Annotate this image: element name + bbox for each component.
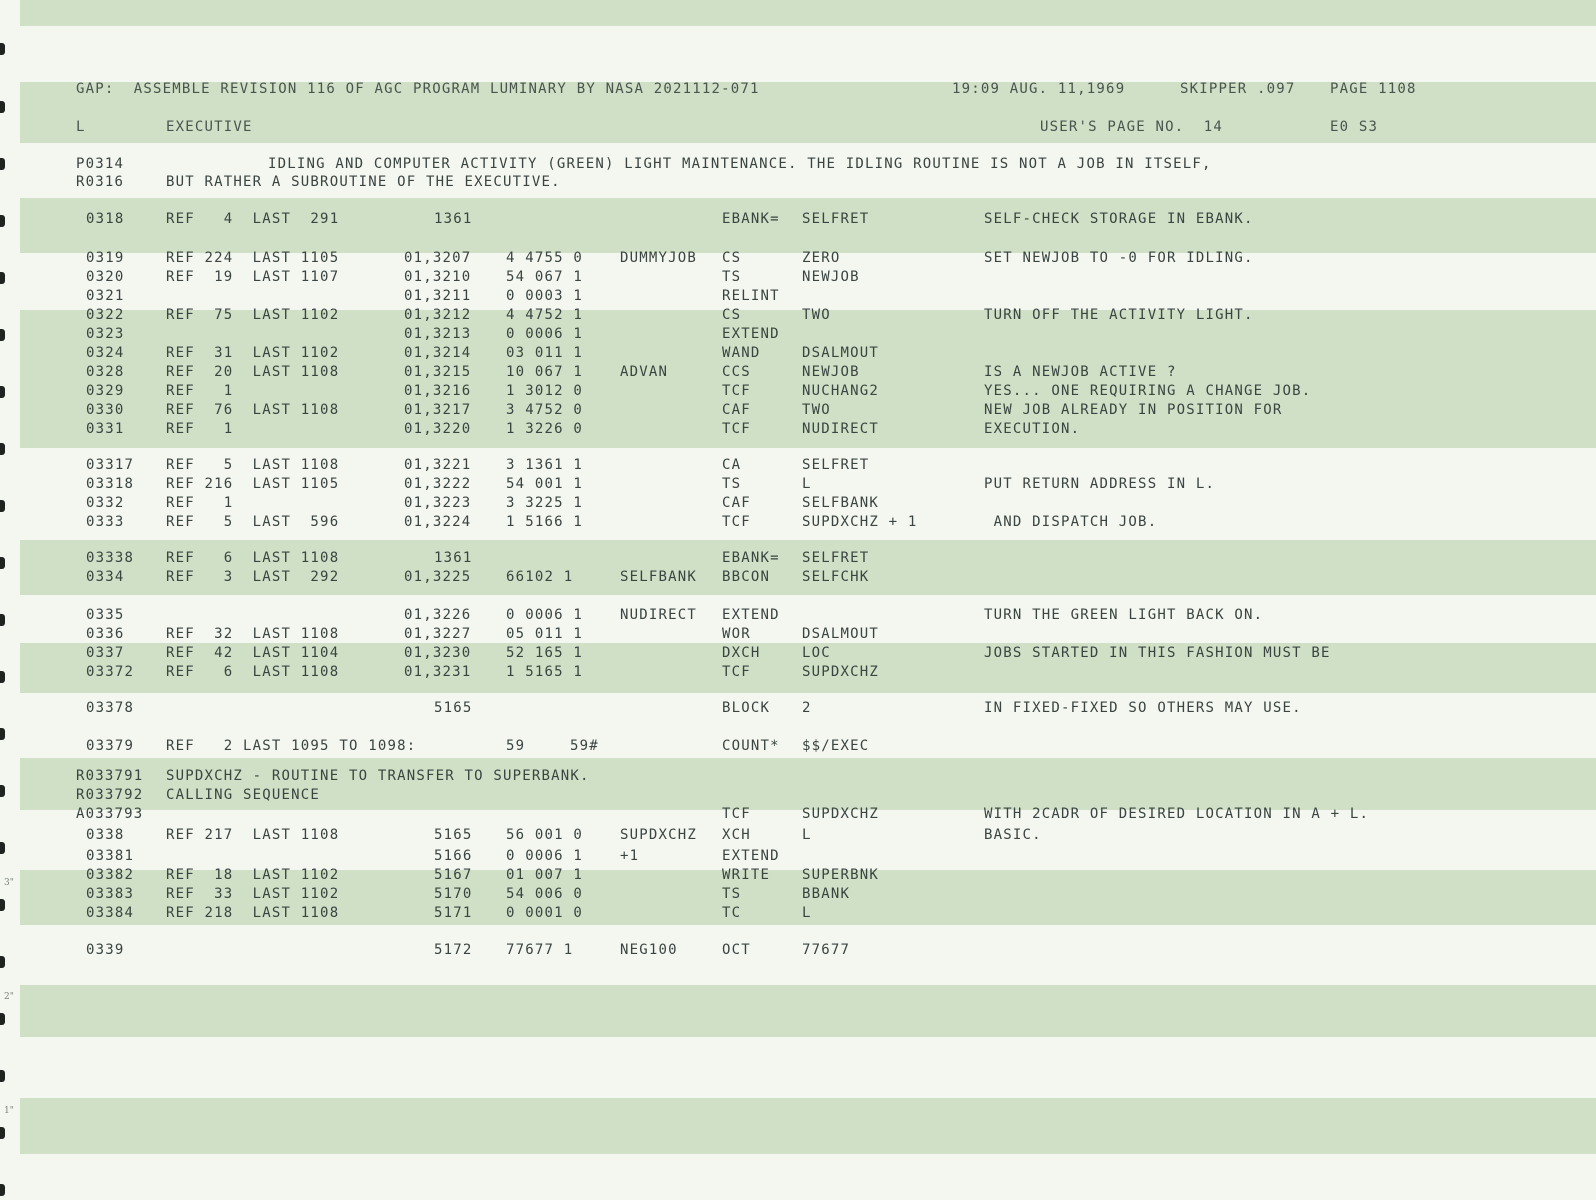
listing-row <box>0 402 1596 418</box>
line-number: 0323 <box>86 326 125 342</box>
ref-field: REF 224 LAST 1105 <box>166 250 340 266</box>
line-number: 0337 <box>86 645 125 661</box>
opcode-field: EXTEND <box>722 607 780 623</box>
listing-row <box>0 738 1596 754</box>
octal-code: 66102 1 <box>506 569 574 585</box>
operand-field: 2 <box>802 700 812 716</box>
opcode-field: TCF <box>722 514 751 530</box>
octal-code: 3 4752 0 <box>506 402 584 418</box>
remark-text: IDLING AND COMPUTER ACTIVITY (GREEN) LIGHT MAINTENANCE. THE IDLING ROUTINE IS NOT A JOB IN ITSELF, <box>268 156 1212 172</box>
listing-row <box>0 645 1596 661</box>
opcode-field: EBANK= <box>722 211 780 227</box>
opcode-field: TC <box>722 905 742 921</box>
listing-row <box>0 700 1596 716</box>
address-field: 5165 <box>434 827 473 843</box>
ref-field: REF 2 LAST 1095 TO 1098: <box>166 738 417 754</box>
operand-field: 77677 <box>802 942 851 958</box>
listing-row <box>0 383 1596 399</box>
opcode-field: BLOCK <box>722 700 771 716</box>
opcode-field: EBANK= <box>722 550 780 566</box>
remark-number: R0316 <box>76 174 125 190</box>
octal-code: 4 4752 1 <box>506 307 584 323</box>
line-number: 03384 <box>86 905 135 921</box>
address-field: 01,3231 <box>404 664 472 680</box>
header-datetime: 19:09 AUG. 11,1969 <box>952 81 1126 97</box>
opcode-field: TS <box>722 269 742 285</box>
opcode-field: RELINT <box>722 288 780 304</box>
operand-field: SUPDXCHZ <box>802 664 880 680</box>
comment-field: PUT RETURN ADDRESS IN L. <box>984 476 1216 492</box>
listing-row <box>0 550 1596 566</box>
line-number: 03381 <box>86 848 135 864</box>
opcode-field: TS <box>722 476 742 492</box>
remark-number: R033791 <box>76 768 144 784</box>
opcode-field: CA <box>722 457 742 473</box>
listing-row <box>0 307 1596 323</box>
octal-code: 54 006 0 <box>506 886 584 902</box>
label-field: +1 <box>620 848 640 864</box>
operand-field: NUCHANG2 <box>802 383 880 399</box>
line-number: 03383 <box>86 886 135 902</box>
listing-row <box>0 457 1596 473</box>
listing-row <box>0 626 1596 642</box>
remark-text: CALLING SEQUENCE <box>166 787 321 803</box>
label-field: DUMMYJOB <box>620 250 698 266</box>
line-number: 0331 <box>86 421 125 437</box>
header-page: PAGE 1108 <box>1330 81 1417 97</box>
opcode-field: CAF <box>722 495 751 511</box>
line-number: 0320 <box>86 269 125 285</box>
label-field: SELFBANK <box>620 569 698 585</box>
line-number: 03372 <box>86 664 135 680</box>
octal-code: 0 0006 1 <box>506 607 584 623</box>
listing-row <box>0 476 1596 492</box>
opcode-field: WOR <box>722 626 751 642</box>
line-number: A033793 <box>76 806 144 822</box>
label-field: ADVAN <box>620 364 669 380</box>
remark-line <box>0 768 1596 784</box>
opcode-field: CCS <box>722 364 751 380</box>
header-skipper: SKIPPER .097 <box>1180 81 1296 97</box>
ref-field: REF 20 LAST 1108 <box>166 364 340 380</box>
address-field: 01,3213 <box>404 326 472 342</box>
address-field: 5166 <box>434 848 473 864</box>
address-field: 01,3224 <box>404 514 472 530</box>
operand-field: DSALMOUT <box>802 345 880 361</box>
operand-field: SELFRET <box>802 550 870 566</box>
ref-field: REF 33 LAST 1102 <box>166 886 340 902</box>
ref-field: REF 42 LAST 1104 <box>166 645 340 661</box>
line-number: 0328 <box>86 364 125 380</box>
listing-row <box>0 905 1596 921</box>
header-title: GAP: ASSEMBLE REVISION 116 OF AGC PROGRAM LUMINARY BY NASA 2021112-071 <box>76 81 760 97</box>
octal-code: 3 1361 1 <box>506 457 584 473</box>
operand-field: DSALMOUT <box>802 626 880 642</box>
listing-row <box>0 569 1596 585</box>
listing-row <box>0 514 1596 530</box>
line-number: 0319 <box>86 250 125 266</box>
line-number: 03318 <box>86 476 135 492</box>
opcode-field: CS <box>722 307 742 323</box>
address-field: 01,3212 <box>404 307 472 323</box>
octal-code: 4 4755 0 <box>506 250 584 266</box>
address-field: 01,3214 <box>404 345 472 361</box>
line-number: 0339 <box>86 942 125 958</box>
ref-field: REF 76 LAST 1108 <box>166 402 340 418</box>
comment-field: SET NEWJOB TO -0 FOR IDLING. <box>984 250 1254 266</box>
opcode-field: TCF <box>722 806 751 822</box>
listing-row <box>0 848 1596 864</box>
operand-field: NEWJOB <box>802 269 860 285</box>
opcode-field: TS <box>722 886 742 902</box>
listing-row <box>0 495 1596 511</box>
octal-code: 0 0006 1 <box>506 326 584 342</box>
comment-field: NEW JOB ALREADY IN POSITION FOR <box>984 402 1283 418</box>
line-number: 03382 <box>86 867 135 883</box>
operand-field: TWO <box>802 402 831 418</box>
address-field: 01,3215 <box>404 364 472 380</box>
address-field: 01,3210 <box>404 269 472 285</box>
label-field: NUDIRECT <box>620 607 698 623</box>
ref-field: REF 6 LAST 1108 <box>166 550 340 566</box>
octal-code: 59# <box>570 738 599 754</box>
comment-field: SELF-CHECK STORAGE IN EBANK. <box>984 211 1254 227</box>
listing-row <box>0 867 1596 883</box>
operand-field: SUPDXCHZ <box>802 806 880 822</box>
comment-field: JOBS STARTED IN THIS FASHION MUST BE <box>984 645 1331 661</box>
address-field: 01,3217 <box>404 402 472 418</box>
listing-subheader <box>0 119 1596 135</box>
address-field: 01,3230 <box>404 645 472 661</box>
paper-band <box>20 0 1596 26</box>
operand-field: LOC <box>802 645 831 661</box>
opcode-field: DXCH <box>722 645 761 661</box>
line-number: 0322 <box>86 307 125 323</box>
ref-field: REF 32 LAST 1108 <box>166 626 340 642</box>
octal-code: 01 007 1 <box>506 867 584 883</box>
address-field: 01,3207 <box>404 250 472 266</box>
line-number: 03338 <box>86 550 135 566</box>
listing-row <box>0 806 1596 822</box>
ref-field: REF 3 LAST 292 <box>166 569 340 585</box>
opcode-field: XCH <box>722 827 751 843</box>
remark-line <box>0 174 1596 190</box>
operand-field: NUDIRECT <box>802 421 880 437</box>
operand-field: SELFCHK <box>802 569 870 585</box>
paper-band <box>20 1098 1596 1154</box>
operand-field: L <box>802 476 812 492</box>
comment-field: BASIC. <box>984 827 1042 843</box>
listing-header <box>0 81 1596 97</box>
line-number: 03378 <box>86 700 135 716</box>
address-field: 5170 <box>434 886 473 902</box>
paper-band <box>20 540 1596 595</box>
subheader-code: E0 S3 <box>1330 119 1379 135</box>
line-number: 0321 <box>86 288 125 304</box>
label-field: SUPDXCHZ <box>620 827 698 843</box>
listing-row <box>0 326 1596 342</box>
listing-row <box>0 345 1596 361</box>
ref-field: REF 1 <box>166 421 234 437</box>
opcode-field: CAF <box>722 402 751 418</box>
address-field: 01,3216 <box>404 383 472 399</box>
ref-field: REF 4 LAST 291 <box>166 211 340 227</box>
opcode-field: OCT <box>722 942 751 958</box>
listing-row <box>0 827 1596 843</box>
listing-row <box>0 607 1596 623</box>
comment-field: IS A NEWJOB ACTIVE ? <box>984 364 1177 380</box>
line-number: 0338 <box>86 827 125 843</box>
operand-field: L <box>802 905 812 921</box>
address-field: 59 <box>506 738 526 754</box>
comment-field: IN FIXED-FIXED SO OTHERS MAY USE. <box>984 700 1302 716</box>
comment-field: YES... ONE REQUIRING A CHANGE JOB. <box>984 383 1312 399</box>
octal-code: 1 3226 0 <box>506 421 584 437</box>
comment-field: AND DISPATCH JOB. <box>984 514 1158 530</box>
operand-field: L <box>802 827 812 843</box>
operand-field: ZERO <box>802 250 841 266</box>
listing-row <box>0 886 1596 902</box>
subheader-section: EXECUTIVE <box>166 119 253 135</box>
line-number: 0332 <box>86 495 125 511</box>
opcode-field: BBCON <box>722 569 771 585</box>
operand-field: SELFRET <box>802 211 870 227</box>
octal-code: 1 5166 1 <box>506 514 584 530</box>
operand-field: NEWJOB <box>802 364 860 380</box>
operand-field: SUPDXCHZ + 1 <box>802 514 918 530</box>
remark-line <box>0 787 1596 803</box>
ref-field: REF 31 LAST 1102 <box>166 345 340 361</box>
ref-field: REF 1 <box>166 383 234 399</box>
subheader-letter: L <box>76 119 86 135</box>
line-number: 0336 <box>86 626 125 642</box>
line-number: 0335 <box>86 607 125 623</box>
octal-code: 05 011 1 <box>506 626 584 642</box>
line-number: 03317 <box>86 457 135 473</box>
opcode-field: TCF <box>722 383 751 399</box>
line-number: 0329 <box>86 383 125 399</box>
listing-row <box>0 664 1596 680</box>
line-number: 03379 <box>86 738 135 754</box>
address-field: 01,3211 <box>404 288 472 304</box>
octal-code: 1 5165 1 <box>506 664 584 680</box>
line-number: 0330 <box>86 402 125 418</box>
ref-field: REF 5 LAST 1108 <box>166 457 340 473</box>
paper-band <box>20 985 1596 1037</box>
ref-field: REF 19 LAST 1107 <box>166 269 340 285</box>
octal-code: 10 067 1 <box>506 364 584 380</box>
operand-field: TWO <box>802 307 831 323</box>
octal-code: 0 0001 0 <box>506 905 584 921</box>
label-field: NEG100 <box>620 942 678 958</box>
operand-field: BBANK <box>802 886 851 902</box>
opcode-field: EXTEND <box>722 326 780 342</box>
address-field: 01,3220 <box>404 421 472 437</box>
address-field: 01,3227 <box>404 626 472 642</box>
listing-row <box>0 211 1596 227</box>
listing-row <box>0 364 1596 380</box>
octal-code: 54 001 1 <box>506 476 584 492</box>
opcode-field: TCF <box>722 421 751 437</box>
comment-field: TURN THE GREEN LIGHT BACK ON. <box>984 607 1264 623</box>
opcode-field: COUNT* <box>722 738 780 754</box>
operand-field: SELFBANK <box>802 495 880 511</box>
octal-code: 1 3012 0 <box>506 383 584 399</box>
octal-code: 3 3225 1 <box>506 495 584 511</box>
octal-code: 56 001 0 <box>506 827 584 843</box>
octal-code: 77677 1 <box>506 942 574 958</box>
address-field: 01,3226 <box>404 607 472 623</box>
operand-field: SELFRET <box>802 457 870 473</box>
octal-code: 0 0006 1 <box>506 848 584 864</box>
ref-field: REF 216 LAST 1105 <box>166 476 340 492</box>
remark-text: BUT RATHER A SUBROUTINE OF THE EXECUTIVE. <box>166 174 561 190</box>
listing-row <box>0 269 1596 285</box>
address-field: 01,3225 <box>404 569 472 585</box>
listing-row <box>0 250 1596 266</box>
margin-mark: 1" <box>4 1106 14 1116</box>
margin-mark: 2" <box>4 992 14 1002</box>
ref-field: REF 6 LAST 1108 <box>166 664 340 680</box>
comment-field: WITH 2CADR OF DESIRED LOCATION IN A + L. <box>984 806 1370 822</box>
remark-line <box>0 156 1596 172</box>
margin-mark: 3" <box>4 878 14 888</box>
address-field: 5165 <box>434 700 473 716</box>
address-field: 5172 <box>434 942 473 958</box>
remark-number: P0314 <box>76 156 125 172</box>
ref-field: REF 5 LAST 596 <box>166 514 340 530</box>
listing-row <box>0 288 1596 304</box>
ref-field: REF 218 LAST 1108 <box>166 905 340 921</box>
comment-field: TURN OFF THE ACTIVITY LIGHT. <box>984 307 1254 323</box>
remark-text: SUPDXCHZ - ROUTINE TO TRANSFER TO SUPERBANK. <box>166 768 590 784</box>
comment-field: EXECUTION. <box>984 421 1081 437</box>
octal-code: 03 011 1 <box>506 345 584 361</box>
address-field: 01,3222 <box>404 476 472 492</box>
line-number: 0333 <box>86 514 125 530</box>
octal-code: 54 067 1 <box>506 269 584 285</box>
address-field: 1361 <box>434 550 473 566</box>
line-number: 0318 <box>86 211 125 227</box>
octal-code: 52 165 1 <box>506 645 584 661</box>
operand-field: $$/EXEC <box>802 738 870 754</box>
ref-field: REF 75 LAST 1102 <box>166 307 340 323</box>
address-field: 01,3221 <box>404 457 472 473</box>
opcode-field: WRITE <box>722 867 771 883</box>
operand-field: SUPERBNK <box>802 867 880 883</box>
line-number: 0324 <box>86 345 125 361</box>
remark-number: R033792 <box>76 787 144 803</box>
subheader-users-page: USER'S PAGE NO. 14 <box>1040 119 1223 135</box>
listing-row <box>0 421 1596 437</box>
opcode-field: TCF <box>722 664 751 680</box>
address-field: 5167 <box>434 867 473 883</box>
ref-field: REF 217 LAST 1108 <box>166 827 340 843</box>
opcode-field: WAND <box>722 345 761 361</box>
line-number: 0334 <box>86 569 125 585</box>
octal-code: 0 0003 1 <box>506 288 584 304</box>
address-field: 01,3223 <box>404 495 472 511</box>
ref-field: REF 1 <box>166 495 234 511</box>
opcode-field: CS <box>722 250 742 266</box>
address-field: 1361 <box>434 211 473 227</box>
opcode-field: EXTEND <box>722 848 780 864</box>
address-field: 5171 <box>434 905 473 921</box>
ref-field: REF 18 LAST 1102 <box>166 867 340 883</box>
listing-row <box>0 942 1596 958</box>
